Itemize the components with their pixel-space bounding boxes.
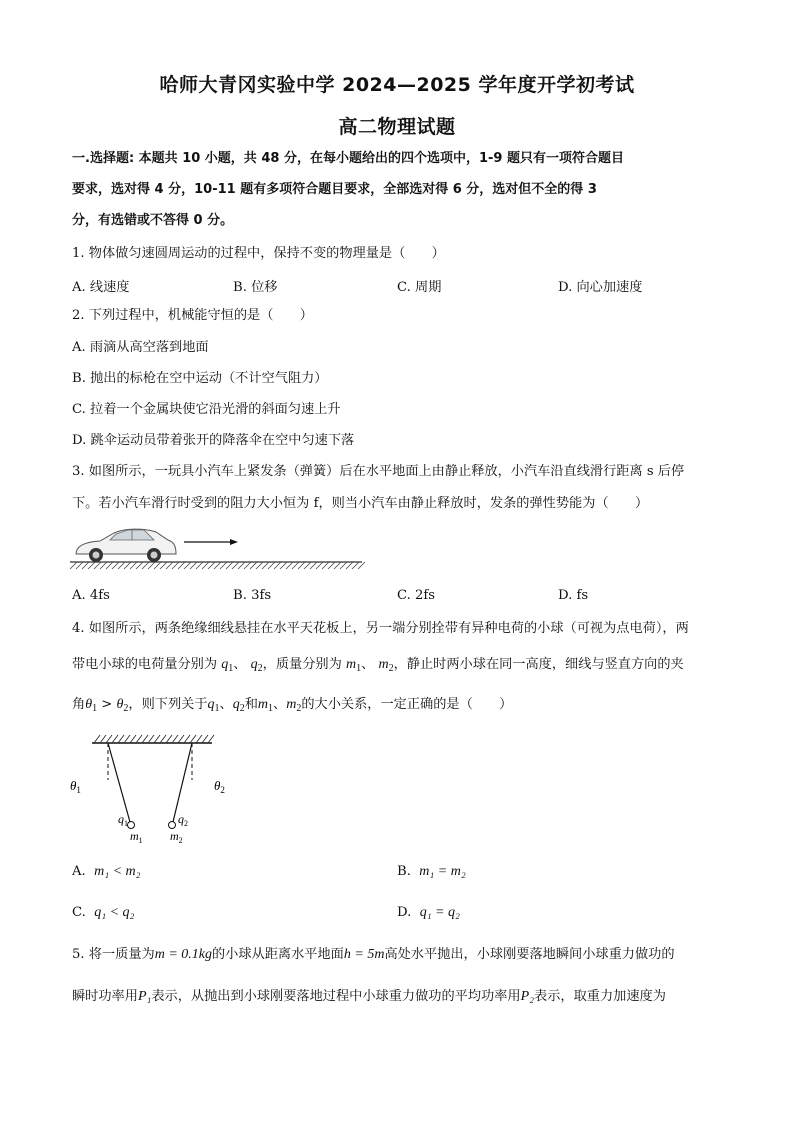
ball-2 xyxy=(169,822,176,829)
q3-option-b: B. 3fs xyxy=(233,588,272,603)
q1-option-b: B. 位移 xyxy=(233,280,278,295)
right-string xyxy=(173,743,192,822)
q4-option-b: B. m₁ = m₂ xyxy=(397,864,466,879)
q4-stem-line2: 带电小球的电荷量分别为 $q_1$、 $q_2$，质量分别为 $m_1$、 $m_2$，静止时两小球在同一高度，细线与竖直方向的夹 xyxy=(72,657,684,674)
q3-option-a: A. 4fs xyxy=(72,588,110,603)
q2-stem: 2. 下列过程中，机械能守恒的是（ ） xyxy=(72,308,313,323)
q5-stem-line1: 5. 将一质量为m = 0.1kg的小球从距离水平地面h = 5m高处水平抛出，小球刚要落地瞬间小球重力做功的 xyxy=(72,947,675,962)
q4-stem-line1: 4. 如图所示，两条绝缘细线悬挂在水平天花板上，另一端分别拴带有异种电荷的小球（可视为点电荷），两 xyxy=(72,621,689,636)
q4-stem-line3: 角$\theta_1 > \theta_2$，则下列关于$q_1$、$q_2$和$m_1$、$m_2$的大小关系，一定正确的是（ ） xyxy=(72,697,513,714)
section-intro-line1: 一.选择题: 本题共 10 小题，共 48 分，在每小题给出的四个选项中，1-9 题只有一项符合题目 xyxy=(72,151,624,166)
exam-subtitle: 高二物理试题 xyxy=(338,116,456,138)
q5-stem-line2: 瞬时功率用P₁表示，从抛出到小球刚要落地过程中小球重力做功的平均功率用P₂表示，取重力加速度为 xyxy=(72,989,666,1004)
q1-option-d: D. 向心加速度 xyxy=(558,280,643,295)
theta1-label: $\theta_1$ xyxy=(70,778,81,795)
m1-label: $m_1$ xyxy=(130,829,143,845)
q4-option-d: D. q₁ = q₂ xyxy=(397,905,460,920)
q3-option-d: D. fs xyxy=(558,588,589,603)
q3-stem-line2: 下。若小汽车滑行时受到的阻力大小恒为 f，则当小汽车由静止释放时，发条的弹性势能为（ ） xyxy=(72,496,649,511)
ball-1 xyxy=(128,822,135,829)
left-string xyxy=(108,743,130,822)
q2-label: $q_2$ xyxy=(178,812,188,828)
q2-option-d: D. 跳伞运动员带着张开的降落伞在空中匀速下落 xyxy=(72,433,355,448)
q4-pendulum-figure xyxy=(70,730,230,850)
q4-option-c: C. q₁ < q₂ xyxy=(72,905,135,920)
q1-label: $q_1$ xyxy=(118,812,128,828)
q1-option-c: C. 周期 xyxy=(397,280,442,295)
ground-hatch xyxy=(70,562,365,569)
ceiling-hatch xyxy=(92,735,214,743)
m2-label: $m_2$ xyxy=(170,829,183,845)
q1-option-a: A. 线速度 xyxy=(72,280,130,295)
section-intro-line2: 要求，选对得 4 分，10-11 题有多项符合题目要求，全部选对得 6 分，选对但不全的得 3 xyxy=(72,182,597,197)
q4-option-a: A. m₁ < m₂ xyxy=(72,864,141,879)
q3-stem-line1: 3. 如图所示，一玩具小汽车上紧发条（弹簧）后在水平地面上由静止释放，小汽车沿直线滑行距离 s 后停 xyxy=(72,464,685,479)
section-intro-line3: 分，有选错或不答得 0 分。 xyxy=(72,213,234,228)
exam-title: 哈师大青冈实验中学 2024—2025 学年度开学初考试 xyxy=(159,74,635,96)
theta2-label: $\theta_2$ xyxy=(214,778,225,795)
q1-stem: 1. 物体做匀速圆周运动的过程中，保持不变的物理量是（ ） xyxy=(72,246,445,261)
motion-arrow-icon xyxy=(184,539,238,545)
toy-car-icon xyxy=(76,529,176,562)
q2-option-a: A. 雨滴从高空落到地面 xyxy=(72,340,209,355)
q2-option-b: B. 抛出的标枪在空中运动（不计空气阻力） xyxy=(72,371,328,386)
q3-option-c: C. 2fs xyxy=(397,588,436,603)
q3-car-figure xyxy=(70,520,370,572)
q2-option-c: C. 拉着一个金属块使它沿光滑的斜面匀速上升 xyxy=(72,402,341,417)
